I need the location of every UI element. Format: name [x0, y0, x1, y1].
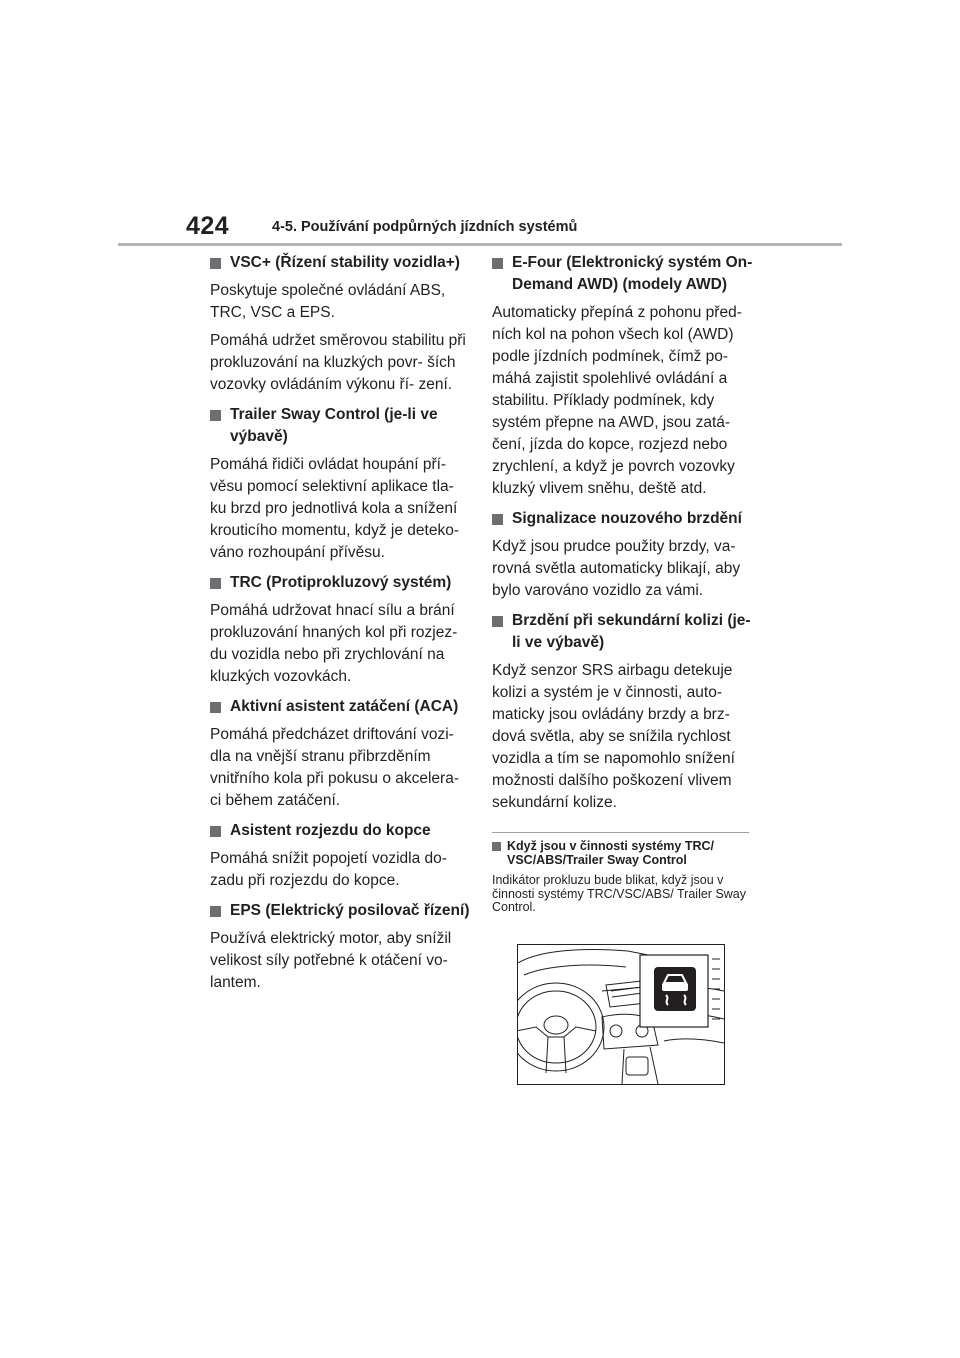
bullet-square-icon — [492, 258, 503, 269]
bullet-square-icon — [210, 410, 221, 421]
bullet-square-icon — [492, 616, 503, 627]
paragraph: Když jsou prudce použity brzdy, va- rovná světla automaticky blikají, aby bylo varováno vozidlo za vámi. — [492, 538, 741, 599]
bullet-square-icon — [210, 258, 221, 269]
left-column — [210, 252, 472, 1000]
steering-wheel — [518, 983, 604, 1071]
chapter-title: 4-5. Používání podpůrných jízdních systémů — [272, 219, 578, 235]
paragraph: Pomáhá udržovat hnací sílu a brání prokluzování hnaných kol při rozjez- du vozidla nebo při zrychlování na kluzkých vozovkách. — [210, 602, 458, 685]
bullet-square-icon — [210, 702, 221, 713]
shift-knob — [626, 1057, 648, 1075]
section-heading-eps: EPS (Elektrický posilovač řízení) — [210, 900, 472, 922]
header-divider — [118, 243, 842, 246]
note-divider — [492, 832, 749, 833]
bullet-square-icon — [492, 842, 501, 851]
section-heading-hill-start: Asistent rozjezdu do kopce — [210, 820, 472, 842]
paragraph: Pomáhá snížit popojetí vozidla do- zadu při rozjezdu do kopce. — [210, 850, 447, 889]
bullet-square-icon — [210, 906, 221, 917]
right-column — [492, 252, 754, 915]
paragraph: Automaticky přepíná z pohonu před- ních kol na pohon všech kol (AWD) podle jízdních podmínek, čímž po- máhá zajistit spolehlivé ovládání a stabilitu. Příklady podmínek, kdy systém přepne na AWD, jsou zatá- čení, jízda do kopce, rozjezd nebo zrychlení, a když je povrch vozovky kluzký vlivem sněhu, deště atd. — [492, 304, 742, 497]
instrument-hood — [518, 950, 648, 964]
section-heading-trailer-sway: Trailer Sway Control (je-li ve výbavě) — [210, 404, 472, 448]
note-heading: Když jsou v činnosti systémy TRC/ VSC/ABS/Trailer Sway Control — [492, 839, 754, 867]
dashboard-illustration — [517, 944, 725, 1085]
section-heading-e-four: E-Four (Elektronický systém On-Demand AWD) (modely AWD) — [492, 252, 754, 296]
note-body: Indikátor prokluzu bude blikat, když jsou v činnosti systémy TRC/VSC/ABS/ Trailer Sway Control. — [492, 873, 747, 914]
paragraph: Pomáhá předcházet driftování vozi- dla na vnější stranu přibrzděním vnitřního kola při pokusu o akcelera- ci během zatáčení. — [210, 726, 459, 809]
bullet-square-icon — [492, 514, 503, 525]
bullet-square-icon — [210, 578, 221, 589]
bullet-square-icon — [210, 826, 221, 837]
paragraph: Když senzor SRS airbagu detekuje kolizi a systém je v činnosti, auto- maticky jsou ovládány brzdy a brz- dová světla, aby se snížila rychlost vozidla a tím se napomohlo snížení možnosti dalšího poškození vlivem sekundární kolize. — [492, 662, 735, 811]
paragraph: Používá elektrický motor, aby snížil velikost síly potřebné k otáčení vo- lantem. — [210, 930, 452, 991]
section-heading-vsc-plus: VSC+ (Řízení stability vozidla+) — [210, 252, 472, 274]
section-heading-trc: TRC (Protiprokluzový systém) — [210, 572, 472, 594]
paragraph: Pomáhá udržet směrovou stabilitu při prokluzování na kluzkých povr- ších vozovky ovládáním výkonu ří- zení. — [210, 332, 466, 393]
dashboard-drawing — [518, 945, 724, 1084]
paragraph: Poskytuje společné ovládání ABS, TRC, VSC a EPS. — [210, 282, 446, 321]
section-heading-secondary-collision: Brzdění při sekundární kolizi (je-li ve výbavě) — [492, 610, 754, 654]
section-heading-emergency-signal: Signalizace nouzového brzdění — [492, 508, 754, 530]
leader-line — [602, 987, 644, 991]
paragraph: Pomáhá řidiči ovládat houpání pří- věsu pomocí selektivní aplikace tla- ku brzd pro jednotlivá kola a snížení krouticího momentu, když je deteko- váno rozhoupání přívěsu. — [210, 456, 459, 561]
page-number: 424 — [186, 212, 230, 240]
slip-indicator-icon — [654, 967, 696, 1011]
section-heading-aca: Aktivní asistent zatáčení (ACA) — [210, 696, 472, 718]
